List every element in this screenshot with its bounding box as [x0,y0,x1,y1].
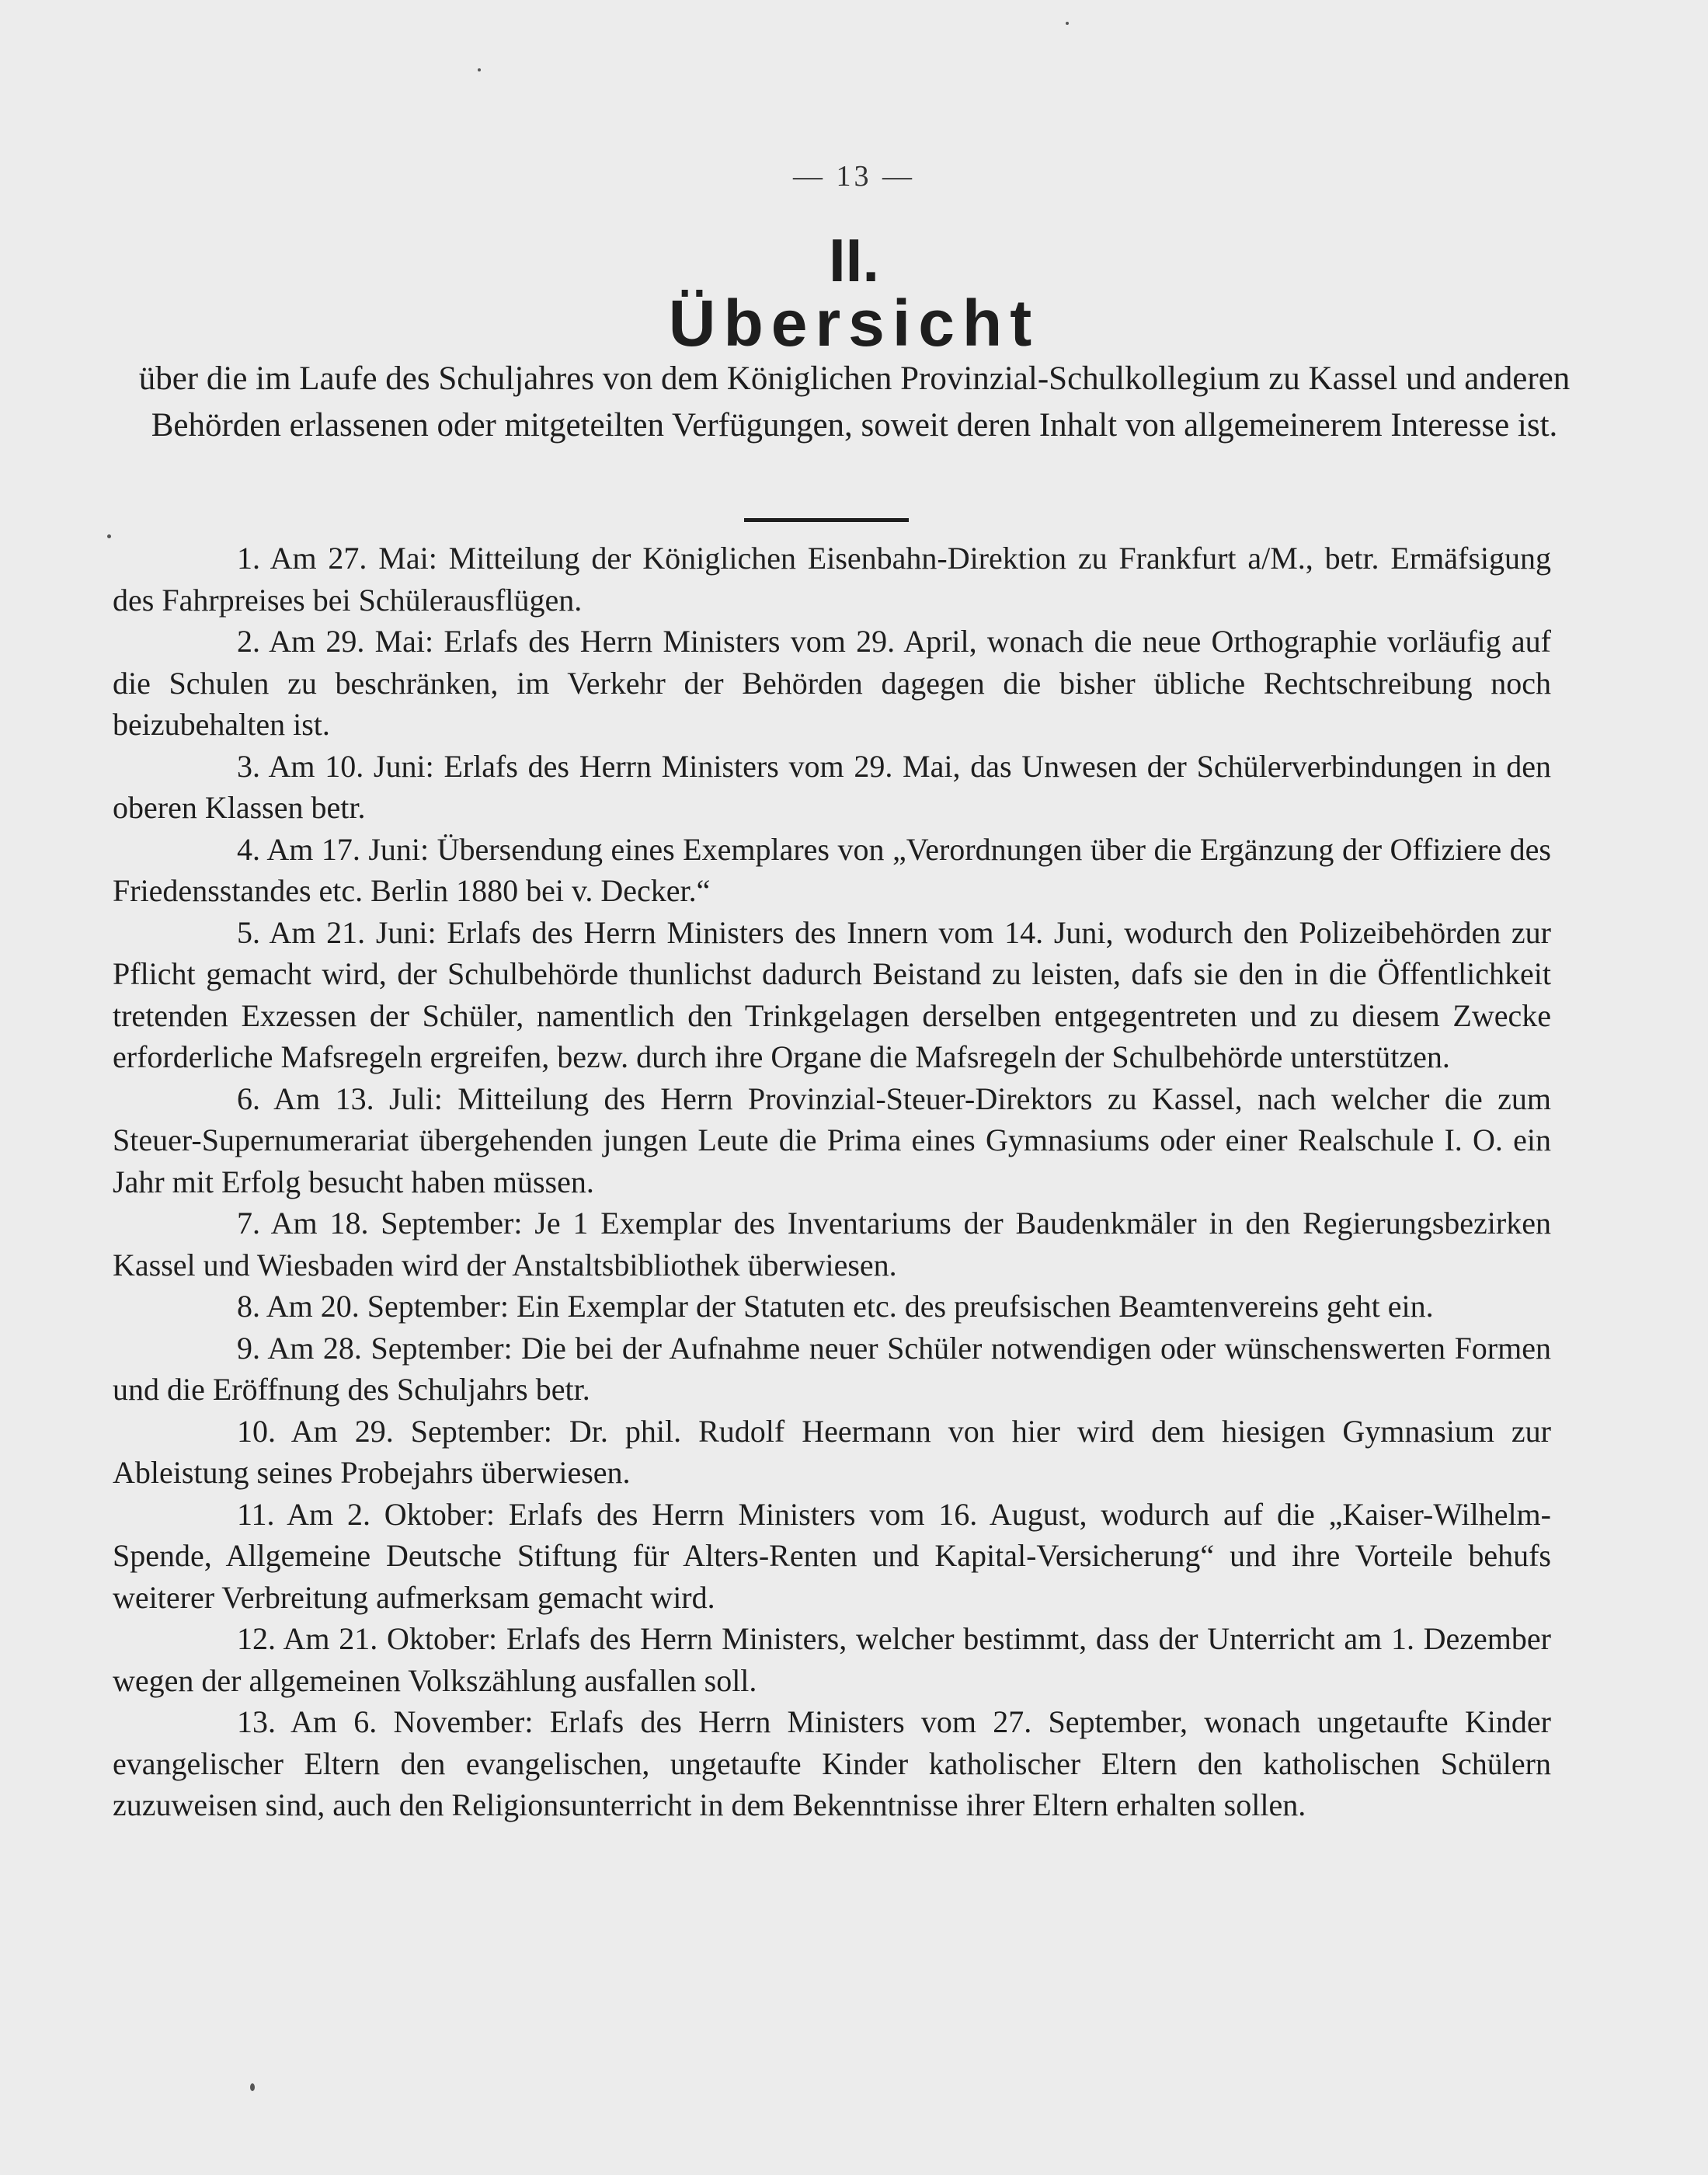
entry-11: 11. Am 2. Oktober: Erlafs des Herrn Ministers vom 16. August, wodurch auf die „Kaiser-Wilhelm-Spende, Allgemeine Deutsche Stiftung für Alters-Renten und Kapital-Versicherung“ und ihre Vorteile behufs weiterer Verbreitung aufmerksam gemacht wird. [113,1496,1551,1615]
paper-speck [478,68,481,71]
entry-list [113,538,1551,1826]
entry-8: 8. Am 20. September: Ein Exemplar der Statuten etc. des preufsischen Beamtenvereins geht ein. [237,1289,1434,1324]
paper-speck [107,534,111,538]
title-divider [744,518,909,522]
paper-speck [1066,22,1069,25]
entry-13: 13. Am 6. November: Erlafs des Herrn Ministers vom 27. September, wonach ungetaufte Kinder evangelischer Eltern den evangelischen, ungetaufte Kinder katholischer Eltern den katholischen Schülern zuzuweisen sind, auch den Religionsunterricht in dem Bekenntnisse ihrer Eltern erhalten sollen. [113,1704,1551,1822]
entry-3: 3. Am 10. Juni: Erlafs des Herrn Ministers vom 29. Mai, das Unwesen der Schülerverbindungen in den oberen Klassen betr. [113,748,1551,825]
page-number: — 13 — [793,160,915,193]
section-subtitle: über die im Laufe des Schuljahres von dem Königlichen Provinzial-Schulkollegium zu Kassel und anderen Behörden erlassenen oder mitgeteilten Verfügungen, soweit deren Inhalt von allgemeinerem Interesse ist. [138,360,1571,444]
entry-6: 6. Am 13. Juli: Mitteilung des Herrn Provinzial-Steuer-Direktors zu Kassel, nach welcher die zum Steuer-Supernumerariat übergehenden jungen Leute die Prima eines Gymnasiums oder einer Realschule I. O. ein Jahr mit Erfolg besucht haben müssen. [113,1081,1551,1199]
paper-speck [250,2083,255,2091]
entry-10: 10. Am 29. September: Dr. phil. Rudolf Heermann von hier wird dem hiesigen Gymnasium zur Ableistung seines Probejahrs überwiesen. [113,1413,1551,1490]
entry-9: 9. Am 28. September: Die bei der Aufnahme neuer Schüler notwendigen oder wünschenswerten Formen und die Eröffnung des Schuljahrs betr. [113,1330,1551,1407]
entry-5: 5. Am 21. Juni: Erlafs des Herrn Ministers des Innern vom 14. Juni, wodurch den Polizeibehörden zur Pflicht gemacht wird, der Schulbehörde thunlichst dadurch Beistand zu leisten, dafs sie den in die Öffentlichkeit tretenden Exzessen der Schüler, namentlich den Trinkgelagen derselben entgegentreten und zu diesem Zwecke erforderliche Mafsregeln ergreifen, bezw. durch ihre Organe die Mafsregeln der Schulbehörde unterstützen. [113,914,1551,1074]
entry-2: 2. Am 29. Mai: Erlafs des Herrn Ministers vom 29. April, wonach die neue Orthographie vorläufig auf die Schulen zu beschränken, im Verkehr der Behörden dagegen die bisher übliche Rechtschreibung noch beizubehalten ist. [113,624,1551,742]
entry-7: 7. Am 18. September: Je 1 Exemplar des Inventariums der Baudenkmäler in den Regierungsbezirken Kassel und Wiesbaden wird der Anstaltsbibliothek überwiesen. [113,1206,1551,1282]
section-number: II. [828,226,879,294]
entry-4: 4. Am 17. Juni: Übersendung eines Exemplares von „Verordnungen über die Ergänzung der Offiziere des Friedensstandes etc. Berlin 1880 bei v. Decker.“ [113,831,1551,908]
section-title: Übersicht [668,287,1040,360]
entry-12: 12. Am 21. Oktober: Erlafs des Herrn Ministers, welcher bestimmt, dass der Unterricht am 1. Dezember wegen der allgemeinen Volkszählung ausfallen soll. [113,1621,1551,1698]
entry-1: 1. Am 27. Mai: Mitteilung der Königlichen Eisenbahn-Direktion zu Frankfurt a/M., betr. Ermäfsigung des Fahrpreises bei Schülerausflügen. [113,541,1551,618]
